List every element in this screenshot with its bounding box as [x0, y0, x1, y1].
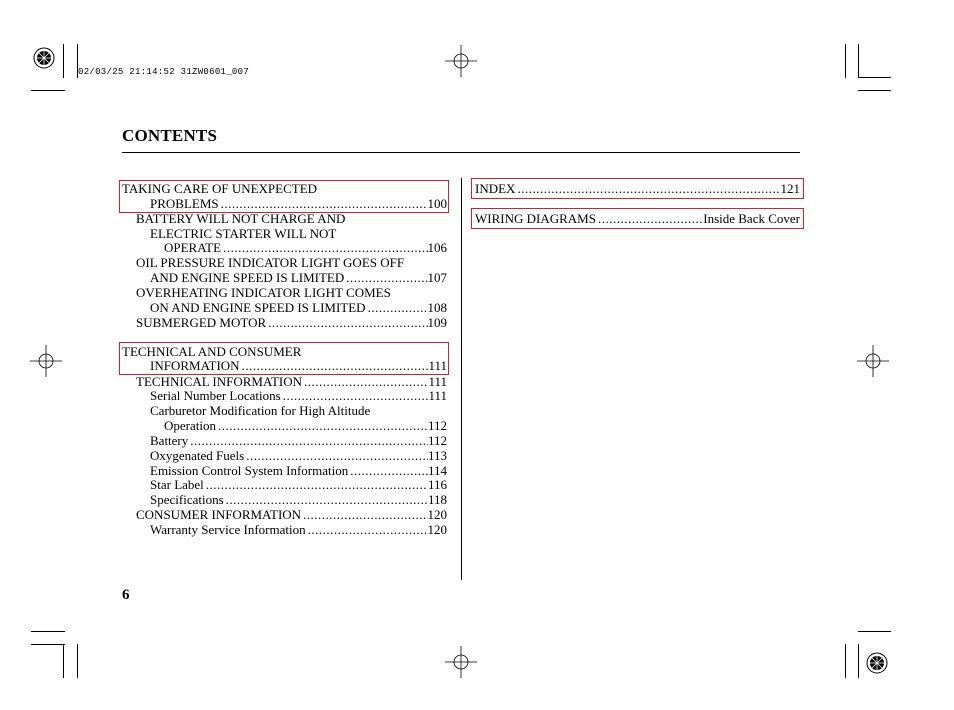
leader-dots: [221, 240, 427, 255]
leader-dots: [596, 211, 703, 226]
toc-page: 106: [427, 240, 447, 255]
toc-label: OVERHEATING INDICATOR LIGHT COMES: [136, 285, 391, 300]
crop-mark: [63, 44, 64, 78]
registration-target-icon: [33, 47, 55, 69]
crop-mark: [858, 44, 859, 78]
leader-dots: [301, 507, 427, 522]
toc-text: [122, 181, 317, 196]
crosshair-icon: [445, 646, 477, 678]
toc-entry-star: [150, 477, 447, 492]
toc-label: BATTERY WILL NOT CHARGE AND: [136, 211, 346, 226]
toc-page: 116: [427, 477, 447, 492]
toc-text: [136, 255, 404, 270]
toc-entry-technical-consumer: [150, 358, 447, 373]
toc-label: Warranty Service Information: [150, 522, 306, 537]
toc-entry-battery-sub: [150, 433, 447, 448]
page-title: CONTENTS: [122, 126, 218, 145]
toc-entry-wiring: [475, 211, 800, 226]
toc-label: ELECTRIC STARTER WILL NOT: [150, 226, 337, 241]
toc-page: 108: [427, 300, 447, 315]
toc-page: 118: [427, 492, 447, 507]
leader-dots: [188, 433, 428, 448]
print-stamp: 02/03/25 21:14:52 31ZW0601_007: [78, 67, 250, 77]
toc-label: Carburetor Modification for High Altitude: [150, 403, 371, 418]
toc-text: [136, 211, 345, 226]
toc-page: 111: [428, 374, 447, 389]
toc-label: Battery: [150, 433, 189, 448]
toc-entry-overheating: [150, 300, 447, 315]
column-divider: [461, 178, 462, 580]
crop-mark: [858, 77, 891, 78]
toc-label: TECHNICAL INFORMATION: [136, 374, 302, 389]
crop-mark: [858, 644, 859, 678]
leader-dots: [266, 315, 427, 330]
page-number: 6: [122, 587, 130, 603]
crop-mark: [31, 644, 65, 645]
leader-dots: [306, 522, 428, 537]
crop-mark: [858, 90, 891, 91]
crop-mark: [845, 644, 846, 678]
toc-entry-taking-care: [150, 196, 447, 211]
crop-mark: [845, 44, 846, 78]
toc-label: INDEX: [475, 181, 516, 196]
toc-label: INFORMATION: [150, 358, 240, 373]
toc-text: [136, 285, 391, 300]
toc-entry-carburetor: [164, 418, 447, 433]
toc-page: Inside Back Cover: [703, 211, 800, 226]
toc-label: Star Label: [150, 477, 204, 492]
crop-mark: [63, 644, 64, 678]
leader-dots: [219, 196, 428, 211]
toc-label: Operation: [164, 418, 216, 433]
leader-dots: [302, 374, 428, 389]
toc-text: [150, 403, 370, 418]
toc-page: 114: [427, 463, 447, 478]
toc-text: [122, 344, 301, 359]
toc-page: 121: [780, 181, 800, 196]
toc-entry-battery: [164, 240, 447, 255]
toc-label: SUBMERGED MOTOR: [136, 315, 267, 330]
toc-page: 112: [427, 433, 447, 448]
toc-entry-oxygenated: [150, 448, 447, 463]
leader-dots: [224, 492, 428, 507]
registration-target-icon: [866, 652, 888, 674]
leader-dots: [244, 448, 428, 463]
toc-page: 111: [428, 388, 447, 403]
toc-page: 120: [427, 522, 447, 537]
toc-label: AND ENGINE SPEED IS LIMITED: [150, 270, 345, 285]
leader-dots: [204, 477, 428, 492]
toc-label: OPERATE: [164, 240, 222, 255]
toc-label: ON AND ENGINE SPEED IS LIMITED: [150, 300, 366, 315]
toc-entry-specs: [150, 492, 447, 507]
toc-entry-serial: [150, 388, 447, 403]
crosshair-icon: [30, 345, 62, 377]
toc-entry-emission: [150, 463, 447, 478]
leader-dots: [515, 181, 780, 196]
toc-label: Specifications: [150, 492, 224, 507]
leader-dots: [240, 358, 429, 373]
crosshair-icon: [445, 45, 477, 77]
toc-page: 111: [428, 358, 447, 373]
title-rule: [122, 152, 800, 153]
toc-text: [150, 226, 336, 241]
toc-label: Oxygenated Fuels: [150, 448, 245, 463]
toc-entry-index: [475, 181, 800, 196]
toc-label: CONSUMER INFORMATION: [136, 507, 302, 522]
toc-page: 100: [427, 196, 447, 211]
toc-page: 112: [427, 418, 447, 433]
toc-entry-warranty: [150, 522, 447, 537]
toc-entry-consumer-info: [136, 507, 447, 522]
toc-page: 113: [427, 448, 447, 463]
toc-label: PROBLEMS: [150, 196, 219, 211]
toc-label: Emission Control System Information: [150, 463, 349, 478]
toc-page: 120: [427, 507, 447, 522]
toc-label: TAKING CARE OF UNEXPECTED: [122, 181, 318, 196]
toc-page: 107: [427, 270, 447, 285]
toc-label: OIL PRESSURE INDICATOR LIGHT GOES OFF: [136, 255, 405, 270]
crop-mark: [858, 631, 891, 632]
crop-mark: [31, 90, 65, 91]
toc-label: WIRING DIAGRAMS: [475, 211, 596, 226]
toc-page: 109: [427, 315, 447, 330]
crop-mark: [77, 644, 78, 678]
crosshair-icon: [857, 345, 889, 377]
leader-dots: [348, 463, 428, 478]
toc-label: Serial Number Locations: [150, 388, 281, 403]
leader-dots: [281, 388, 429, 403]
crop-mark: [31, 631, 65, 632]
leader-dots: [366, 300, 428, 315]
toc-label: TECHNICAL AND CONSUMER: [122, 344, 302, 359]
leader-dots: [344, 270, 427, 285]
toc-entry-submerged: [136, 315, 447, 330]
leader-dots: [216, 418, 428, 433]
toc-entry-technical-info: [136, 374, 447, 389]
toc-entry-oil: [150, 270, 447, 285]
